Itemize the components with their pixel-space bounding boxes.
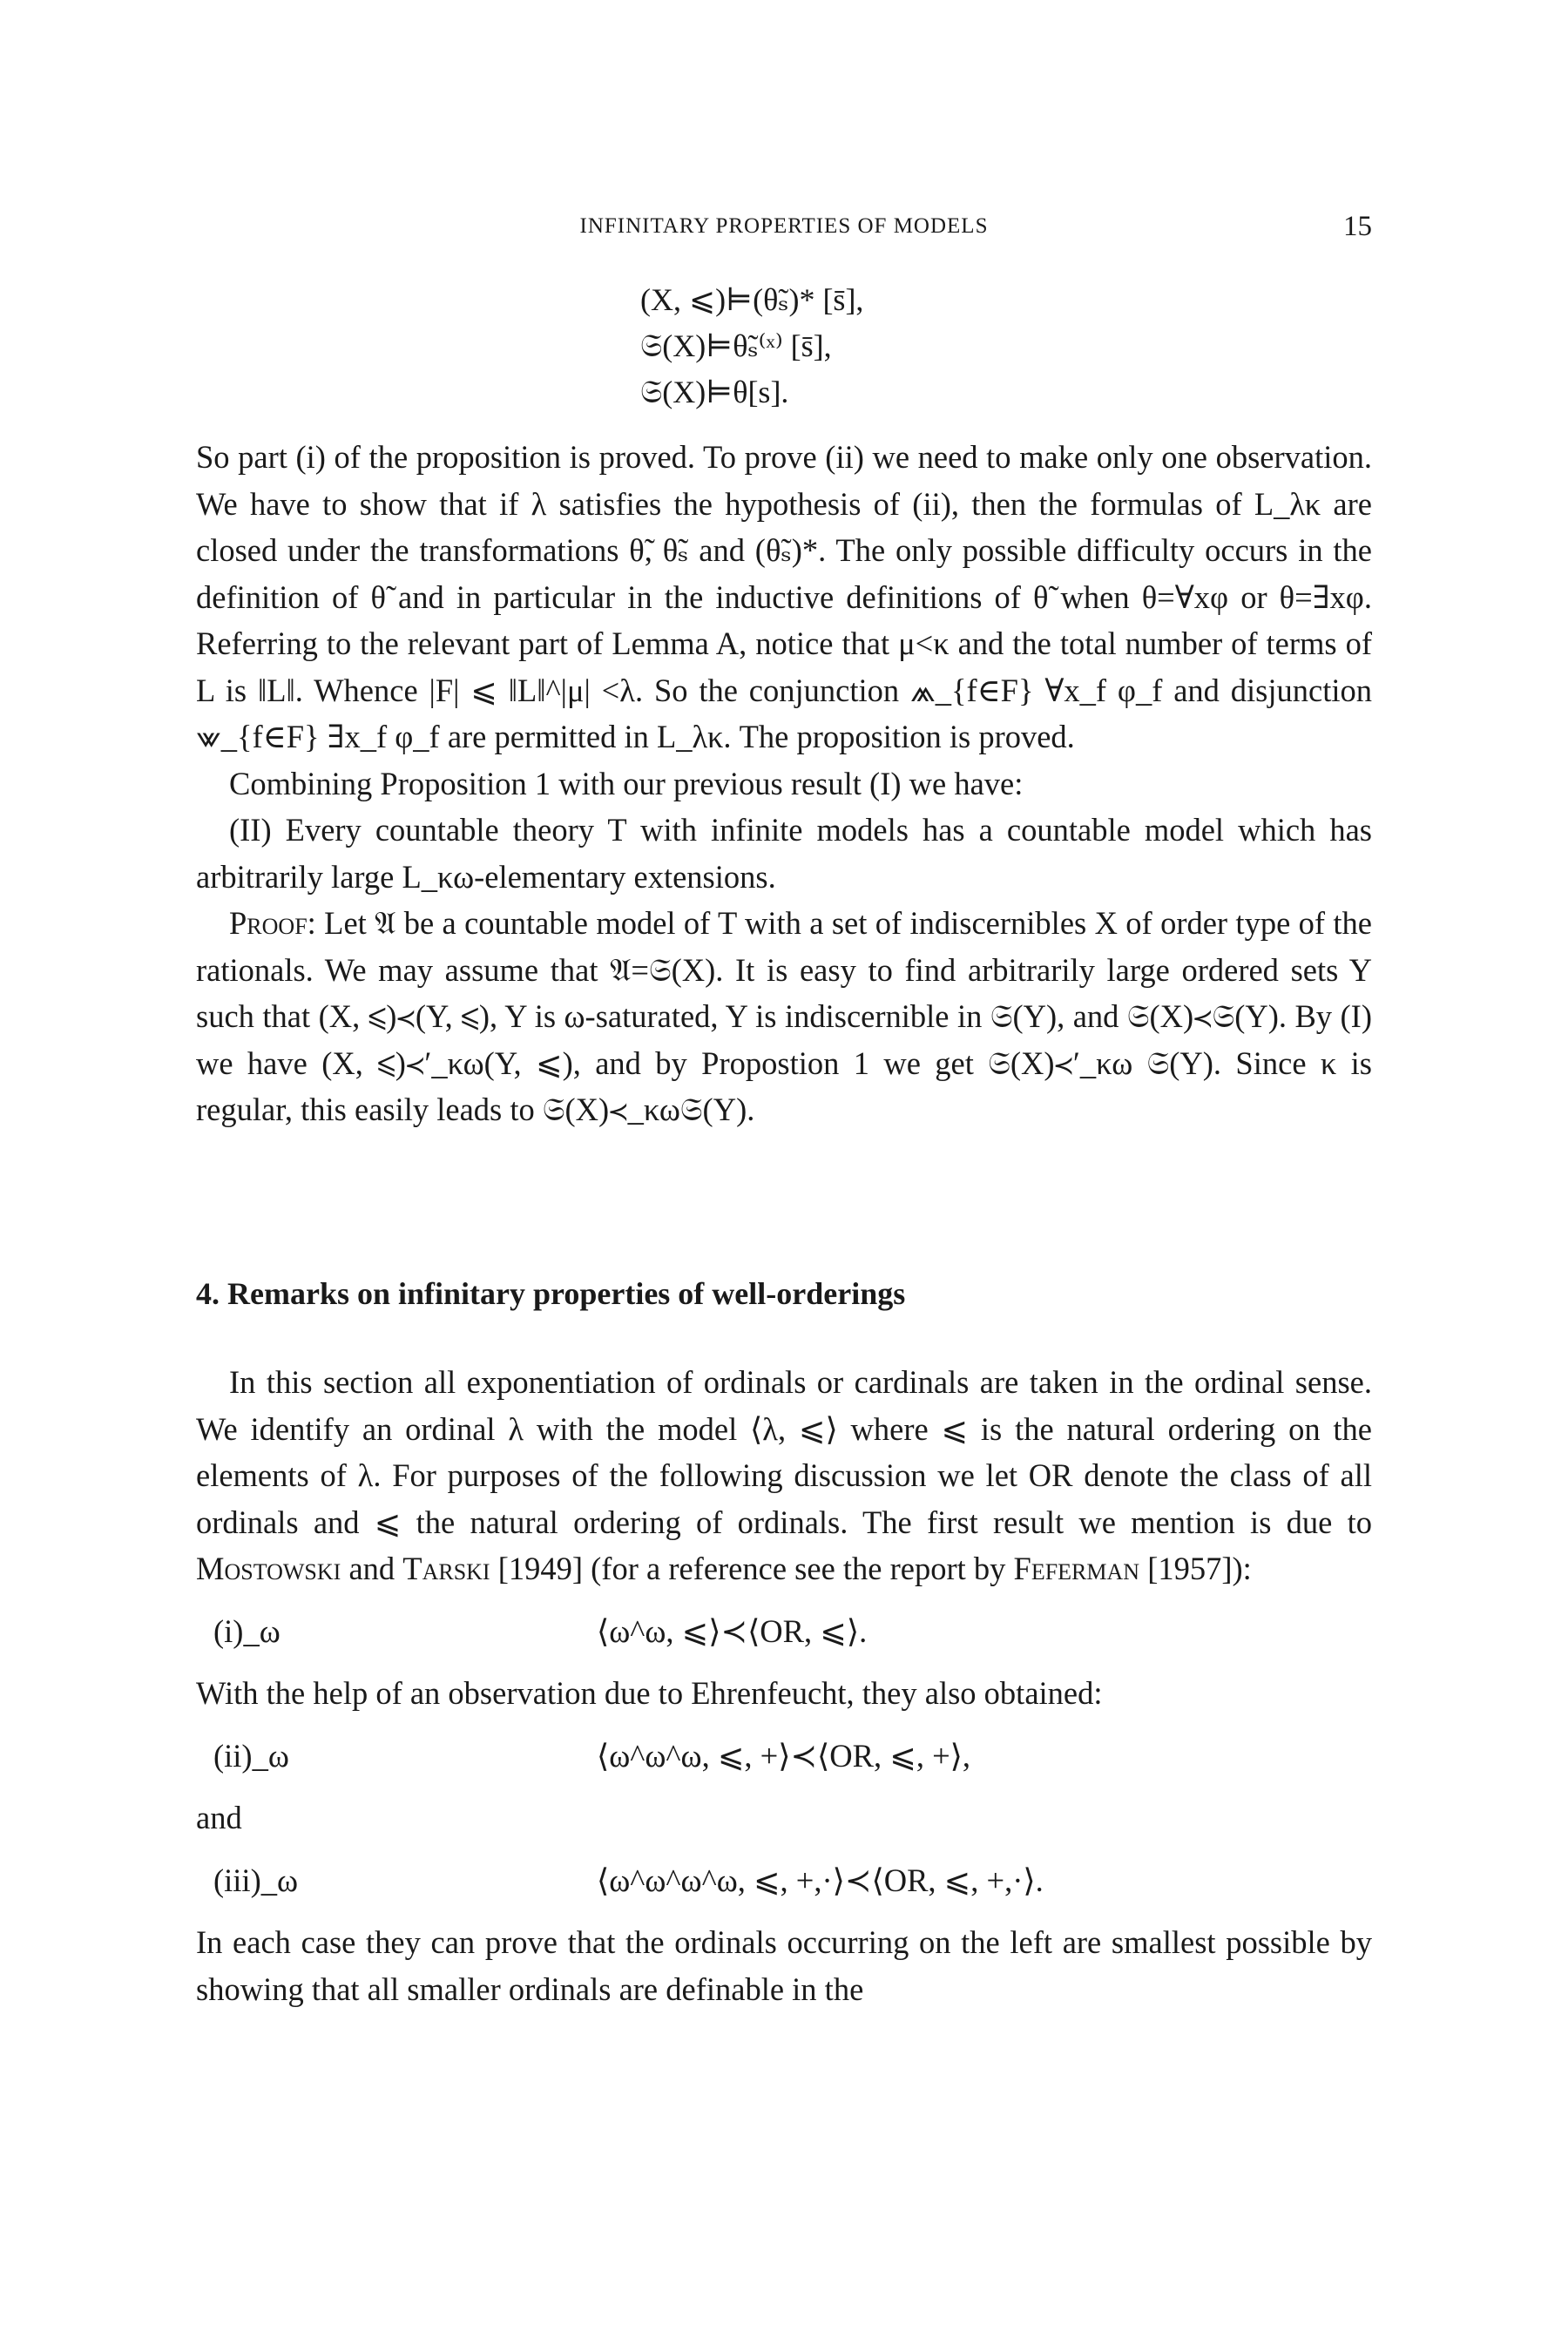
section-body [196,1359,1372,2012]
author-mostowski: Mostowski [196,1551,341,1586]
intro-text: In this section all exponentiation of ordinals or cardinals are taken in the ordinal sense. We identify an ordinal λ with the model ⟨λ, ⩽⟩ where ⩽ is the natural ordering on the elements of λ. For purposes of the following discussion we let OR denote the class of all ordinals and ⩽ the natural ordering of ordinals. The first result we mention is due to [196,1364,1372,1540]
proof-text: Let 𝔄 be a countable model of T with a set of indiscernibles X of order type of the rationals. We may assume that 𝔄=𝔖(X). It is easy to find arbitrarily large ordered sets Y such that (X, ⩽)≺(Y, ⩽), Y is ω-saturated, Y is indiscernible in 𝔖(Y), and 𝔖(X)≺𝔖(Y). By (I) we have (X, ⩽)≺′_κω(Y, ⩽), and by Propostion 1 we get 𝔖(X)≺′_κω 𝔖(Y). Since κ is regular, this easily leads to 𝔖(X)≺_κω𝔖(Y). [196,905,1372,1127]
paragraph-proof [196,900,1372,1133]
formula-expression: ⟨ω^ω^ω^ω, ⩽, +,·⟩≺⟨OR, ⩽, +,·⟩. [597,1862,1044,1898]
formula-label: (i)_ω [213,1612,280,1649]
section-heading [196,1270,1372,1317]
paragraph-result-ii: (II) Every countable theory T with infinite models has a countable model which has arbitrarily large L_κω-elementary extensions. [196,812,1372,895]
paragraph-proof-end: So part (i) of the proposition is proved. To prove (ii) we need to make only one observation. We have to show that if λ satisfies the hypothesis of (ii), then the formulas of L_λκ are closed under the transformations θ̃, θ̃ₛ and (θ̃ₛ)*. The only possible difficulty occurs in the definition of θ̃ and in particular in the inductive definitions of θ̃ when θ=∀xφ or θ=∃xφ. Referring to the relevant part of Lemma A, notice that μ<κ and the total number of terms of L is ‖L‖. Whence |F| ⩽ ‖L‖^|μ| <λ. So the conjunction ⩕_{f∈F} ∀x_f φ_f and disjunction ⩖_{f∈F} ∃x_f φ_f are permitted in L_λκ. The proposition is proved. [196,439,1372,754]
proof-label: Proof: [229,905,316,941]
paragraph-closing: In each case they can prove that the ordinals occurring on the left are smallest possible by showing that all smaller ordinals are definable in the [196,1924,1372,2007]
formula-expression: ⟨ω^ω, ⩽⟩≺⟨OR, ⩽⟩. [597,1612,868,1649]
running-head [196,207,1372,246]
paragraph-combining: Combining Proposition 1 with our previous result (I) we have: [229,765,1024,801]
body-text [196,434,1372,1133]
formula-row-ii [196,1733,1372,1780]
reference-year: [1957]): [1147,1551,1252,1586]
line-and: and [196,1800,242,1835]
formula-label: (ii)_ω [213,1737,289,1774]
display-equations [640,277,863,416]
author-tarski: Tarski [402,1551,490,1586]
section-title: Remarks on infinitary properties of well-orderings [227,1276,906,1311]
formula-expression: ⟨ω^ω^ω, ⩽, +⟩≺⟨OR, ⩽, +⟩, [597,1737,971,1774]
formula-label: (iii)_ω [213,1862,299,1898]
conjunction-and: and [348,1551,395,1586]
author-feferman: Feferman [1013,1551,1140,1586]
line-ehrenfeucht: With the help of an observation due to Ehrenfeucht, they also obtained: [196,1675,1103,1711]
equation-line: (X, ⩽)⊨(θ̃ₛ)* [s̄], [640,282,864,317]
equation-line: 𝔖(X)⊨θ̃ₛ⁽ˣ⁾ [s̄], [640,328,832,363]
page-number: 15 [1343,211,1372,242]
reference-text: [1949] (for a reference see the report by [497,1551,1006,1586]
section-number: 4. [196,1276,220,1311]
paragraph-section-intro [196,1359,1372,1592]
formula-row-iii [196,1857,1372,1904]
running-title: INFINITARY PROPERTIES OF MODELS [579,214,989,238]
formula-row-i [196,1608,1372,1655]
equation-line: 𝔖(X)⊨θ[s]. [640,375,789,409]
